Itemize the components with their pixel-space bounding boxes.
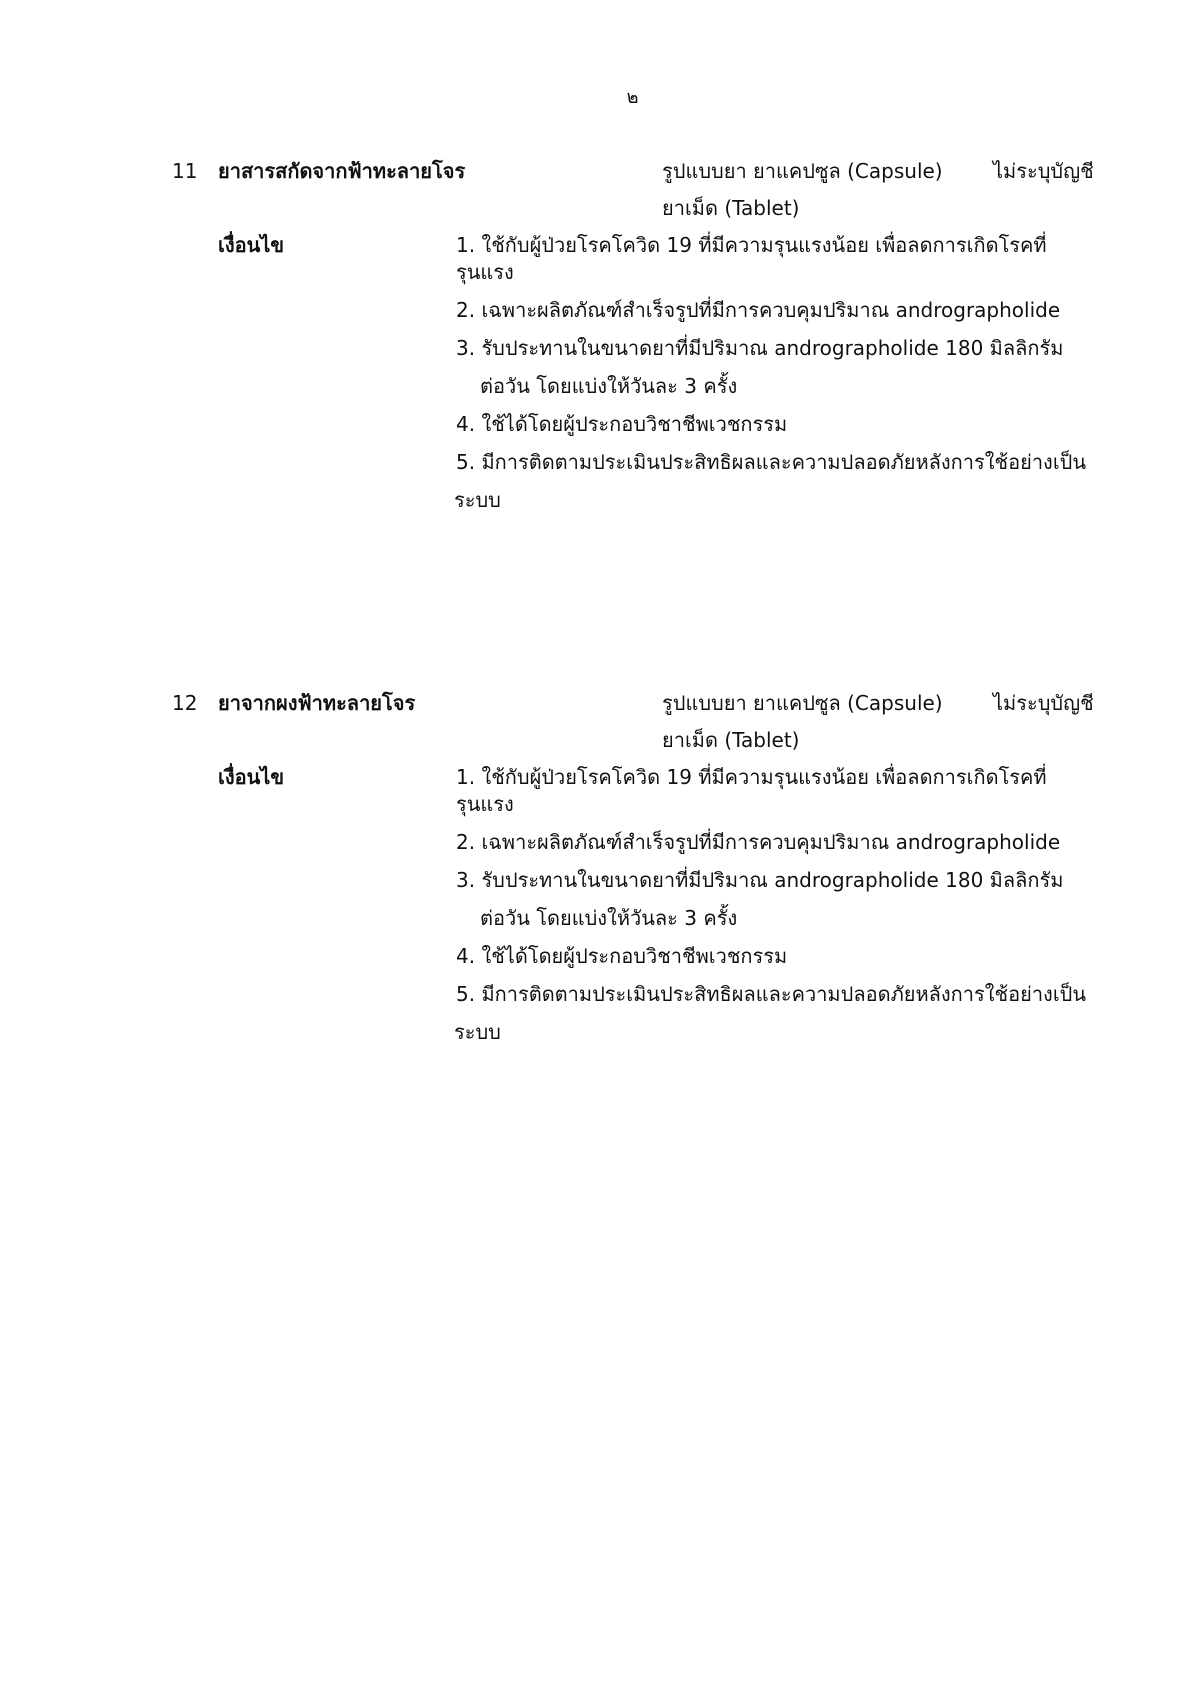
condition-text: 1. ใช้กับผู้ป่วยโรคโควิด 19 ที่มีความรุนแรงน้อย เพื่อลดการเกิดโรคที่รุนแรง: [456, 233, 1047, 284]
dosage-form: [662, 158, 952, 222]
drug-account: ไม่ระบุบัญชี: [993, 159, 1094, 183]
condition-item: [456, 981, 1096, 1046]
dosage-form-line: ยาเม็ด (Tablet): [662, 196, 800, 220]
dosage-form-line: ยาเม็ด (Tablet): [662, 728, 800, 752]
condition-continuation: ต่อวัน โดยแบ่งให้วันละ 3 ครั้ง: [480, 906, 738, 930]
condition-text: 2. เฉพาะผลิตภัณฑ์สำเร็จรูปที่มีการควบคุมปริมาณ andrographolide: [456, 298, 1061, 322]
drug-header-row: [0, 158, 1200, 232]
condition-item: [456, 335, 1096, 400]
page-number: ๒: [626, 87, 639, 108]
condition-continuation: ระบบ: [454, 488, 501, 512]
condition-item: [456, 867, 1096, 932]
conditions-row: [0, 232, 1200, 514]
condition-continuation: ต่อวัน โดยแบ่งให้วันละ 3 ครั้ง: [480, 374, 738, 398]
condition-item: [456, 829, 1096, 856]
dosage-form: [662, 690, 952, 754]
conditions-label: เงื่อนไข: [218, 765, 285, 789]
condition-item: [456, 411, 1096, 438]
condition-item: [456, 232, 1096, 286]
item-number: 12: [172, 691, 198, 715]
dosage-form-line: รูปแบบยา ยาแคปซูล (Capsule): [662, 691, 943, 715]
drug-entry: [0, 158, 1200, 525]
conditions-row: [0, 764, 1200, 1046]
condition-text: 3. รับประทานในขนาดยาที่มีปริมาณ andrographolide 180 มิลลิกรัม: [456, 868, 1064, 892]
drug-entry: [0, 690, 1200, 1057]
condition-text: 5. มีการติดตามประเมินประสิทธิผลและความปลอดภัยหลังการใช้อย่างเป็น: [456, 450, 1087, 474]
conditions-list: [456, 232, 1096, 514]
drug-name: ยาสารสกัดจากฟ้าทะลายโจร: [218, 159, 466, 183]
drug-account: ไม่ระบุบัญชี: [993, 691, 1094, 715]
condition-text: 1. ใช้กับผู้ป่วยโรคโควิด 19 ที่มีความรุนแรงน้อย เพื่อลดการเกิดโรคที่รุนแรง: [456, 765, 1047, 816]
condition-item: [456, 943, 1096, 970]
conditions-label: เงื่อนไข: [218, 233, 285, 257]
condition-text: 3. รับประทานในขนาดยาที่มีปริมาณ andrographolide 180 มิลลิกรัม: [456, 336, 1064, 360]
condition-continuation: ระบบ: [454, 1020, 501, 1044]
condition-item: [456, 297, 1096, 324]
condition-item: [456, 764, 1096, 818]
conditions-list: [456, 764, 1096, 1046]
condition-text: 4. ใช้ได้โดยผู้ประกอบวิชาชีพเวชกรรม: [456, 412, 788, 436]
drug-name: ยาจากผงฟ้าทะลายโจร: [218, 691, 416, 715]
condition-text: 2. เฉพาะผลิตภัณฑ์สำเร็จรูปที่มีการควบคุมปริมาณ andrographolide: [456, 830, 1061, 854]
condition-text: 5. มีการติดตามประเมินประสิทธิผลและความปลอดภัยหลังการใช้อย่างเป็น: [456, 982, 1087, 1006]
item-number: 11: [172, 159, 198, 183]
condition-item: [456, 449, 1096, 514]
drug-header-row: [0, 690, 1200, 764]
condition-text: 4. ใช้ได้โดยผู้ประกอบวิชาชีพเวชกรรม: [456, 944, 788, 968]
dosage-form-line: รูปแบบยา ยาแคปซูล (Capsule): [662, 159, 943, 183]
